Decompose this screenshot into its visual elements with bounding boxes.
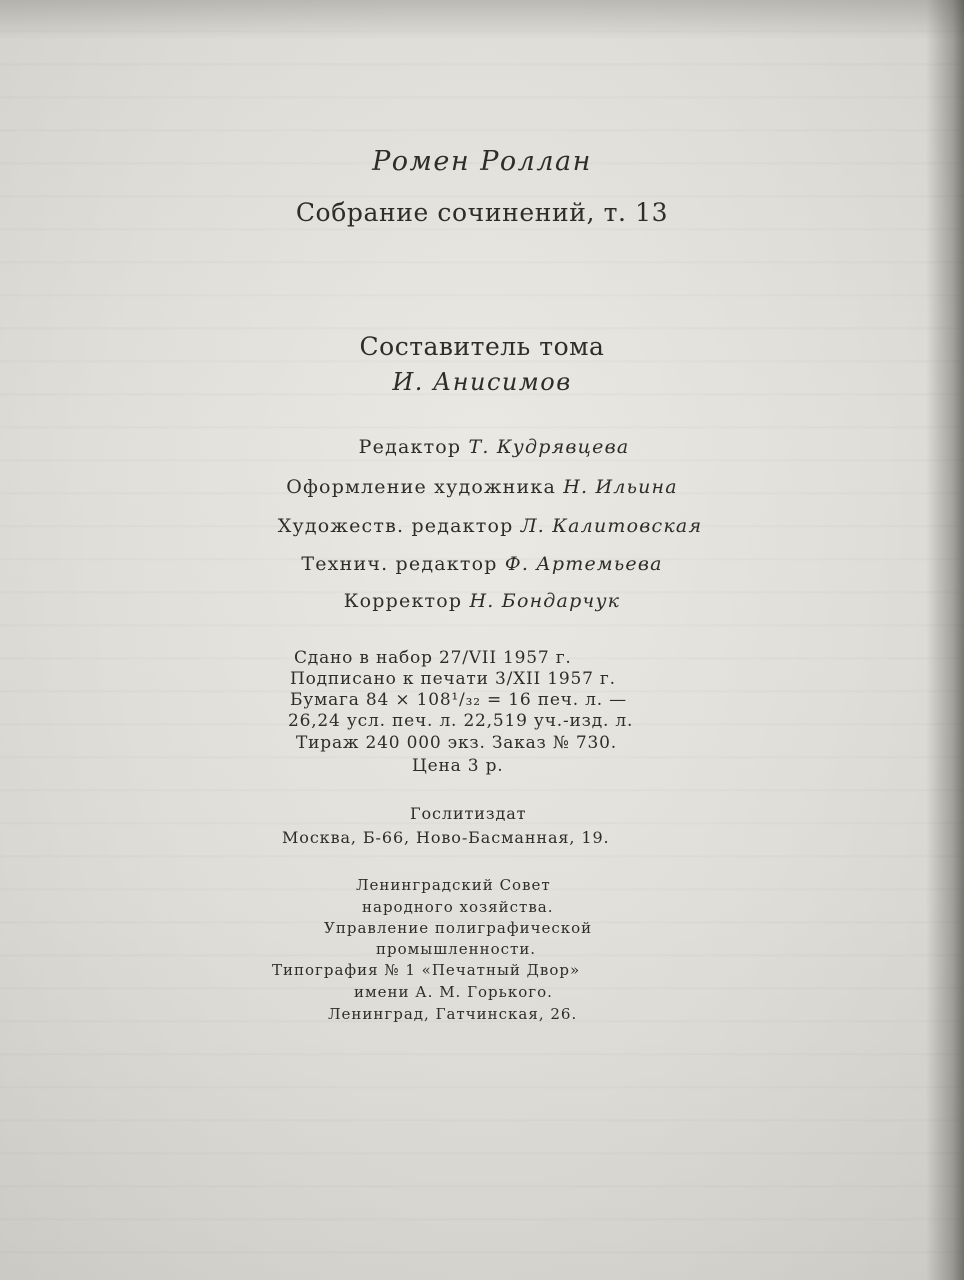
printer-line: народного хозяйства. (362, 898, 554, 916)
series-title: Собрание сочинений, т. 13 (295, 198, 669, 227)
credit-role: Технич. редактор (301, 553, 498, 575)
imprint-typeset-date: Сдано в набор 27/VII 1957 г. (294, 648, 572, 668)
credit-role: Художеств. редактор (277, 515, 514, 537)
credit-role: Оформление художника (286, 476, 556, 498)
printer-line: промышленности. (376, 940, 537, 958)
imprint-price: Цена 3 р. (412, 756, 504, 776)
credit-person: Ф. Артемьева (504, 553, 663, 575)
page-top-shadow (0, 0, 964, 40)
compiler-label: Составитель тома (359, 332, 605, 361)
imprint-print-run: Тираж 240 000 экз. Заказ № 730. (296, 733, 617, 753)
credit-person: Н. Бондарчук (469, 590, 621, 612)
credit-person: Т. Кудрявцева (468, 436, 630, 458)
credit-editor (12, 436, 964, 458)
imprint-sheets: 26,24 усл. печ. л. 22,519 уч.-изд. л. (288, 711, 634, 731)
credit-person: Н. Ильина (563, 476, 678, 498)
credit-proofreader (0, 590, 964, 612)
publisher-address: Москва, Б-66, Ново-Басманная, 19. (282, 828, 610, 847)
printer-line: Ленинградский Совет (356, 876, 551, 894)
credit-tech-editor (0, 553, 964, 575)
printer-line: имени А. М. Горького. (354, 983, 553, 1001)
compiler-name: И. Анисимов (392, 368, 572, 396)
printer-address: Ленинград, Гатчинская, 26. (328, 1005, 578, 1023)
credit-role: Редактор (358, 436, 462, 458)
credit-person: Л. Калитовская (520, 515, 703, 537)
page-edge-shadow (926, 0, 964, 1280)
imprint-signed-date: Подписано к печати 3/XII 1957 г. (290, 669, 616, 689)
printer-line: Типография № 1 «Печатный Двор» (272, 961, 581, 979)
imprint-paper: Бумага 84 × 108¹/₃₂ = 16 печ. л. — (290, 690, 627, 710)
author-name: Ромен Роллан (372, 146, 592, 177)
credit-art-editor (8, 515, 964, 537)
credit-role: Корректор (343, 590, 463, 612)
printer-line: Управление полиграфической (324, 919, 593, 937)
credit-design (0, 476, 964, 498)
publisher-name: Гослитиздат (410, 804, 527, 823)
